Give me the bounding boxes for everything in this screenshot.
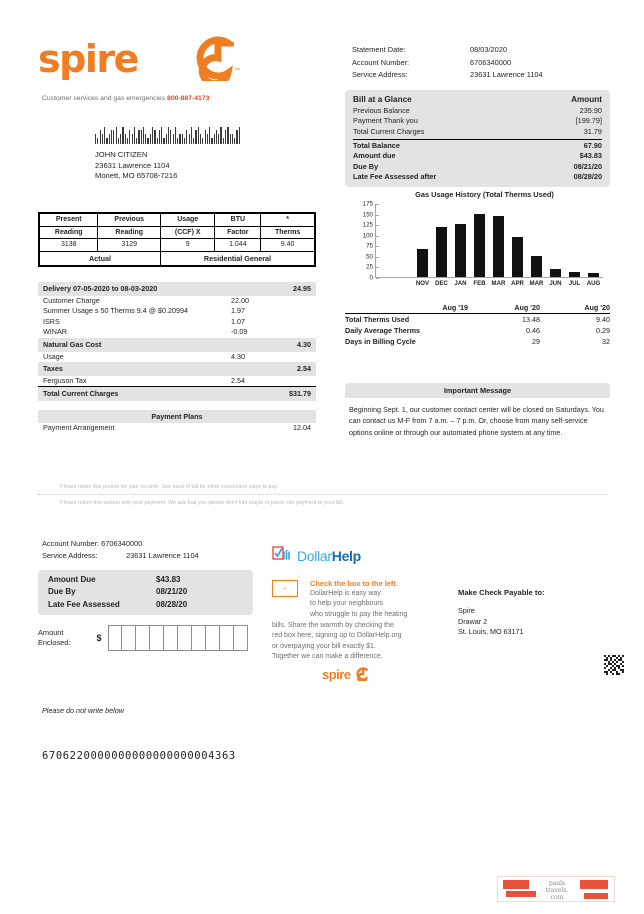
charge-line-item — [38, 296, 316, 306]
comparison-headers — [345, 303, 610, 312]
chart-plot-area — [362, 200, 603, 282]
important-message — [345, 383, 610, 438]
chart-x-label: MAR — [529, 280, 544, 287]
delivery-section-header — [38, 282, 316, 296]
watermark-line2: travels. — [545, 887, 569, 894]
micr-line: 6706220000000000000000004363 — [42, 750, 236, 762]
charge-amount: 4.30 — [231, 351, 245, 361]
chart-bar — [531, 256, 542, 277]
statement-row — [352, 69, 602, 82]
meter-cell: Usage — [160, 214, 215, 227]
chart-x-label: FEB — [473, 280, 486, 287]
comparison-header-blank — [345, 303, 396, 312]
tax-section-header — [38, 362, 316, 376]
chart-bar — [569, 272, 580, 277]
dollarhelp-body-line4: bills. Share the warmth by checking the — [272, 622, 394, 629]
total-current-charges-label: Total Current Charges — [43, 389, 119, 399]
comparison-rows — [345, 314, 610, 347]
comparison-row-value-1: 13.48 — [522, 315, 540, 324]
amount-digit-box[interactable] — [206, 625, 220, 651]
amount-entry-boxes[interactable] — [108, 625, 248, 651]
meter-cell: 1.044 — [215, 239, 261, 252]
comparison-row — [345, 325, 610, 336]
spire-logo — [38, 38, 268, 86]
chart-bar — [417, 249, 428, 277]
comparison-row — [345, 336, 610, 347]
chart-bar-cell — [584, 204, 603, 277]
comparison-row-value-1: 29 — [532, 337, 540, 346]
payable-line3: St. Louis, MO 63171 — [458, 627, 524, 637]
stub-row-label: Amount Due — [48, 575, 96, 584]
charge-line-item — [38, 327, 316, 337]
payment-plan-amount: 12.04 — [293, 423, 311, 433]
meter-cell: 3138 — [40, 239, 98, 252]
charge-line-item — [38, 317, 316, 327]
statement-row-value: 23631 Lawrence 1104 — [470, 70, 543, 80]
payment-plans-items — [38, 423, 316, 433]
spire-flame-icon-small — [354, 667, 368, 681]
charges-section — [38, 282, 316, 434]
dollarhelp-section — [272, 545, 444, 682]
dollarhelp-heading: Check the box to the left. — [310, 579, 398, 588]
dollarhelp-spire-text: spire — [322, 667, 351, 682]
payable-title: Make Check Payable to: — [458, 588, 545, 597]
comparison-row-value-2: 32 — [602, 337, 610, 346]
chart-y-tick — [376, 204, 379, 205]
charge-description: ISRS — [43, 316, 60, 326]
dollarhelp-body-line6: or overpaying your bill exactly $1. — [272, 642, 376, 650]
comparison-row-label: Total Therms Used — [345, 315, 410, 324]
usage-comparison-table — [345, 303, 610, 347]
currency-symbol: $ — [96, 633, 102, 643]
glance-row — [353, 172, 602, 182]
amount-enclosed-label-line2: Enclosed: — [38, 638, 71, 647]
chart-bar — [512, 237, 523, 277]
statement-row-label: Account Number: — [352, 57, 410, 67]
chart-x-label: APR — [511, 280, 524, 287]
meter-cell: 3129 — [98, 239, 160, 252]
amount-enclosed-field[interactable] — [38, 625, 253, 651]
charge-description: Ferguson Tax — [43, 376, 87, 386]
payable-line1: Spire — [458, 606, 475, 615]
chart-y-tick-label: 25 — [366, 263, 373, 271]
statement-row-label: Service Address: — [352, 70, 408, 80]
delivery-total: 24.95 — [293, 284, 311, 293]
tearoff-perforation — [38, 494, 608, 495]
qr-code — [604, 655, 624, 675]
meter-reading-table — [38, 212, 316, 267]
postal-barcode — [95, 126, 295, 144]
meter-cell: (CCF) X — [160, 226, 215, 239]
dollarhelp-logo — [272, 545, 444, 567]
watermark — [497, 876, 615, 902]
chart-bar-cell — [489, 204, 508, 277]
glance-amount-header: Amount — [571, 95, 602, 104]
chart-y-tick-label: 175 — [362, 200, 373, 208]
statement-row-label: Statement Date: — [352, 45, 406, 54]
chart-bar-cell — [451, 204, 470, 277]
gas-total: 4.30 — [297, 339, 311, 349]
amount-enclosed-label — [38, 628, 90, 648]
watermark-block-2 — [580, 880, 608, 889]
gas-section-header — [38, 338, 316, 352]
statement-row-value: 08/03/2020 — [470, 45, 507, 54]
chart-y-tick — [376, 257, 379, 258]
customer-address-line2: Monett, MO 65708-7216 — [95, 171, 178, 181]
dollarhelp-name-b: Help — [331, 548, 361, 564]
customer-address — [95, 150, 177, 182]
meter-cell: Factor — [215, 226, 261, 239]
charge-amount: -0.09 — [231, 327, 248, 337]
statement-row-value: 6706340000 — [470, 57, 512, 67]
tax-items — [38, 376, 316, 386]
amount-digit-box[interactable] — [164, 625, 178, 651]
chart-y-tick — [376, 215, 379, 216]
glance-row-value: 08/28/20 — [573, 171, 602, 181]
total-current-charges-row — [38, 386, 316, 401]
chart-bar — [493, 216, 504, 277]
dollarhelp-body-line3: who struggle to pay the heating — [310, 610, 408, 618]
statement-row — [352, 57, 602, 70]
customer-service-phone: 800-887-4173 — [167, 95, 210, 102]
dollarhelp-body-line7: Together we can make a difference. — [272, 653, 383, 661]
glance-row — [353, 127, 602, 137]
amount-digit-box[interactable] — [136, 625, 150, 651]
dollarhelp-spire-logo — [322, 667, 368, 682]
stub-row-value: $43.83 — [156, 575, 181, 584]
meter-cell: BTU — [215, 214, 261, 227]
chart-bar — [436, 227, 447, 277]
amount-digit-box[interactable] — [150, 625, 164, 651]
brand-name: spire — [38, 37, 138, 81]
glance-title: Bill at a Glance — [353, 95, 412, 104]
chart-bars — [376, 204, 603, 277]
glance-row-value: 08/21/20 — [573, 161, 602, 171]
stub-service-value: 23631 Lawrence 1104 — [126, 551, 199, 560]
spire-flame-icon — [188, 35, 234, 81]
amount-digit-box[interactable] — [192, 625, 206, 651]
delivery-items — [38, 296, 316, 338]
meter-cell: Present — [40, 214, 98, 227]
chart-bar-cell — [565, 204, 584, 277]
charge-amount: 22.00 — [231, 296, 249, 305]
chart-y-tick — [376, 278, 379, 279]
chart-y-tick-label: 150 — [362, 211, 373, 219]
stub-row-label: Due By — [48, 587, 76, 597]
stub-amount-box — [38, 570, 253, 615]
chart-bar — [588, 273, 599, 277]
glance-row-value: [199.79] — [575, 116, 602, 126]
comparison-header: Aug '20 — [584, 303, 610, 312]
stub-account-info — [42, 538, 199, 562]
glance-row — [353, 151, 602, 161]
amount-digit-box[interactable] — [178, 625, 192, 651]
customer-service-line — [42, 95, 209, 102]
bill-at-a-glance — [345, 90, 610, 187]
chart-y-tick-label: 100 — [362, 232, 373, 240]
meter-cell: Therms — [261, 226, 315, 239]
comparison-row-value-2: 0.29 — [596, 326, 610, 335]
comparison-row-value-1: 0.46 — [526, 326, 540, 335]
meter-header-row1 — [40, 214, 315, 227]
comparison-row-label: Daily Average Therms — [345, 326, 420, 335]
payment-plan-description: Payment Arrangement — [43, 423, 115, 433]
dollarhelp-checkbox[interactable] — [272, 580, 298, 597]
chart-bar-cell — [432, 204, 451, 277]
glance-totals — [353, 141, 602, 183]
chart-y-tick-label: 0 — [369, 274, 373, 282]
comparison-header: Aug '19 — [442, 303, 468, 312]
glance-row-value: 31.79 — [583, 126, 602, 136]
important-message-body: Beginning Sept. 1, our customer contact center will be closed on Saturdays. You can contact us M-F from 7 a.m. – 7 p.m. Or, choose from many self-service options online or through our automated phone system at any time. — [349, 405, 604, 437]
stub-row — [48, 574, 243, 586]
stub-row-value: 08/21/20 — [156, 587, 188, 597]
glance-row-label: Amount due — [353, 151, 396, 161]
chart-y-tick-label: 50 — [366, 253, 373, 261]
dollarhelp-body-full — [272, 621, 444, 663]
total-current-charges-value: $31.79 — [289, 389, 311, 399]
glance-row — [353, 162, 602, 172]
amount-enclosed-label-line1: Amount — [38, 628, 64, 637]
stub-row-value: 08/28/20 — [156, 599, 188, 609]
gas-usage-chart — [345, 190, 610, 302]
glance-row-value: 235.90 — [579, 106, 602, 115]
chart-y-tick-label: 125 — [362, 221, 373, 229]
important-message-title: Important Message — [345, 383, 610, 398]
payment-plans-title: Payment Plans — [38, 410, 316, 423]
chart-x-label: NOV — [415, 280, 430, 287]
dollarhelp-body-line2: to help your neighbours — [310, 600, 384, 608]
chart-y-tick — [376, 236, 379, 237]
charge-amount: 1.07 — [231, 316, 245, 326]
glance-row-value: 67.90 — [583, 140, 602, 150]
charge-description: Usage — [43, 351, 64, 361]
chart-bar-cell — [508, 204, 527, 277]
meter-header-row2 — [40, 226, 315, 239]
chart-x-label: JAN — [454, 280, 467, 287]
charge-description: Customer Charge — [43, 296, 100, 305]
chart-bar-cell — [546, 204, 565, 277]
amount-digit-box[interactable] — [234, 625, 248, 651]
chart-y-tick — [376, 267, 379, 268]
stub-service-row — [42, 550, 199, 562]
dollarhelp-hands-icon — [272, 545, 294, 567]
delivery-title: Delivery 07-05-2020 to 08-03-2020 — [43, 284, 158, 293]
glance-row — [353, 106, 602, 116]
charge-amount: 2.54 — [231, 376, 245, 386]
chart-bar — [455, 224, 466, 277]
chart-bar — [550, 269, 561, 277]
charge-line-item — [38, 306, 316, 316]
stub-row — [48, 599, 243, 611]
chart-x-label: MAR — [491, 280, 506, 287]
stub-account-row — [42, 538, 199, 550]
watermark-line1: pauls — [548, 880, 566, 887]
customer-address-line1: 23631 Lawrence 1104 — [95, 160, 170, 170]
meter-cell: Previous — [98, 214, 160, 227]
statement-row — [352, 44, 602, 57]
dollarhelp-body-line5: red box here, signing up to DollarHelp.org — [272, 632, 402, 640]
charge-line-item — [38, 376, 316, 386]
meter-cell: Reading — [40, 226, 98, 239]
chart-y-tick — [376, 246, 379, 247]
glance-row-label: Total Current Charges — [353, 126, 425, 136]
chart-x-label: JUL — [568, 280, 581, 287]
charge-description: WINAR — [43, 327, 67, 337]
glance-rows — [353, 106, 602, 137]
chart-bar — [474, 214, 485, 277]
meter-cell: * — [261, 214, 315, 227]
meter-cell: 9 — [160, 239, 215, 252]
glance-row-label: Due By — [353, 161, 379, 171]
payable-line2: Drawar 2 — [458, 616, 488, 626]
chart-x-label: AUG — [586, 280, 601, 287]
chart-x-label: JUN — [549, 280, 562, 287]
comparison-row — [345, 314, 610, 325]
glance-row-label: Previous Balance — [353, 106, 410, 115]
meter-cell: Reading — [98, 226, 160, 239]
gas-title: Natural Gas Cost — [43, 339, 102, 349]
charge-line-item — [38, 352, 316, 362]
glance-row — [353, 116, 602, 126]
customer-service-label: Customer services and gas emergencies — [42, 95, 166, 102]
glance-divider — [353, 139, 602, 140]
glance-row-label: Payment Thank you — [353, 116, 418, 126]
chart-bar-cell — [470, 204, 489, 277]
charge-description: Summer Usage s 50 Therms 9.4 @ $0.20994 — [43, 306, 188, 316]
meter-footer-right: Residential General — [160, 252, 314, 266]
glance-row-label: Late Fee Assessed after — [353, 171, 437, 181]
charge-amount: 1.97 — [231, 306, 245, 316]
meter-values-row — [40, 239, 315, 252]
stub-account-value: 6706340000 — [101, 539, 143, 548]
dollarhelp-name — [297, 548, 361, 564]
customer-name: JOHN CITIZEN — [95, 150, 148, 159]
dollarhelp-name-a: Dollar — [297, 548, 332, 564]
comparison-row-value-2: 9.40 — [596, 315, 610, 324]
dollarhelp-body-indented — [310, 589, 444, 620]
chart-x-axis-labels — [375, 280, 603, 287]
payable-address — [458, 606, 545, 638]
trademark-symbol: ™ — [234, 68, 240, 74]
watermark-line3: com — [550, 894, 564, 901]
tax-title: Taxes — [43, 364, 63, 374]
do-not-write-notice: Please do not write below — [42, 706, 124, 715]
stub-row-label: Late Fee Assessed — [48, 599, 120, 609]
stub-row — [48, 586, 243, 598]
make-check-payable — [458, 588, 545, 638]
chart-title: Gas Usage History (Total Therms Used) — [415, 190, 554, 199]
watermark-block-4 — [584, 893, 608, 899]
gas-items — [38, 352, 316, 362]
comparison-header: Aug '20 — [514, 303, 540, 312]
meter-footer-row — [40, 252, 315, 266]
chart-y-tick-label: 75 — [366, 242, 373, 250]
dollarhelp-checkbox-mark: ▪ — [284, 586, 286, 592]
chart-bar-cell — [527, 204, 546, 277]
chart-x-label: DEC — [435, 280, 448, 287]
glance-row-label: Total Balance — [353, 140, 400, 150]
stub-service-label: Service Address: — [42, 551, 98, 560]
meter-cell: 9.40 — [261, 239, 315, 252]
chart-y-tick — [376, 225, 379, 226]
glance-row-value: $43.83 — [579, 151, 602, 161]
glance-row — [353, 141, 602, 151]
stub-account-label: Account Number: — [42, 539, 100, 548]
amount-digit-box[interactable] — [108, 625, 122, 651]
amount-digit-box[interactable] — [122, 625, 136, 651]
comparison-row-label: Days in Billing Cycle — [345, 337, 416, 346]
watermark-block-1 — [503, 880, 529, 889]
tearoff-return-text: Please return this portion with your payment. We ask that you please don't fold staple or paper clip payment to your bill. — [60, 500, 345, 506]
payment-plan-item — [38, 423, 316, 433]
amount-digit-box[interactable] — [220, 625, 234, 651]
meter-footer-left: Actual — [40, 252, 161, 266]
tearoff-retain-text: Please retain this portion for your records. See back of bill for other convenient ways to pay. — [60, 484, 279, 490]
watermark-text — [530, 880, 584, 901]
tax-total: 2.54 — [297, 364, 311, 374]
dollarhelp-body-line1: DollarHelp is easy way — [310, 590, 381, 597]
chart-bar-cell — [413, 204, 432, 277]
statement-info — [352, 44, 602, 82]
